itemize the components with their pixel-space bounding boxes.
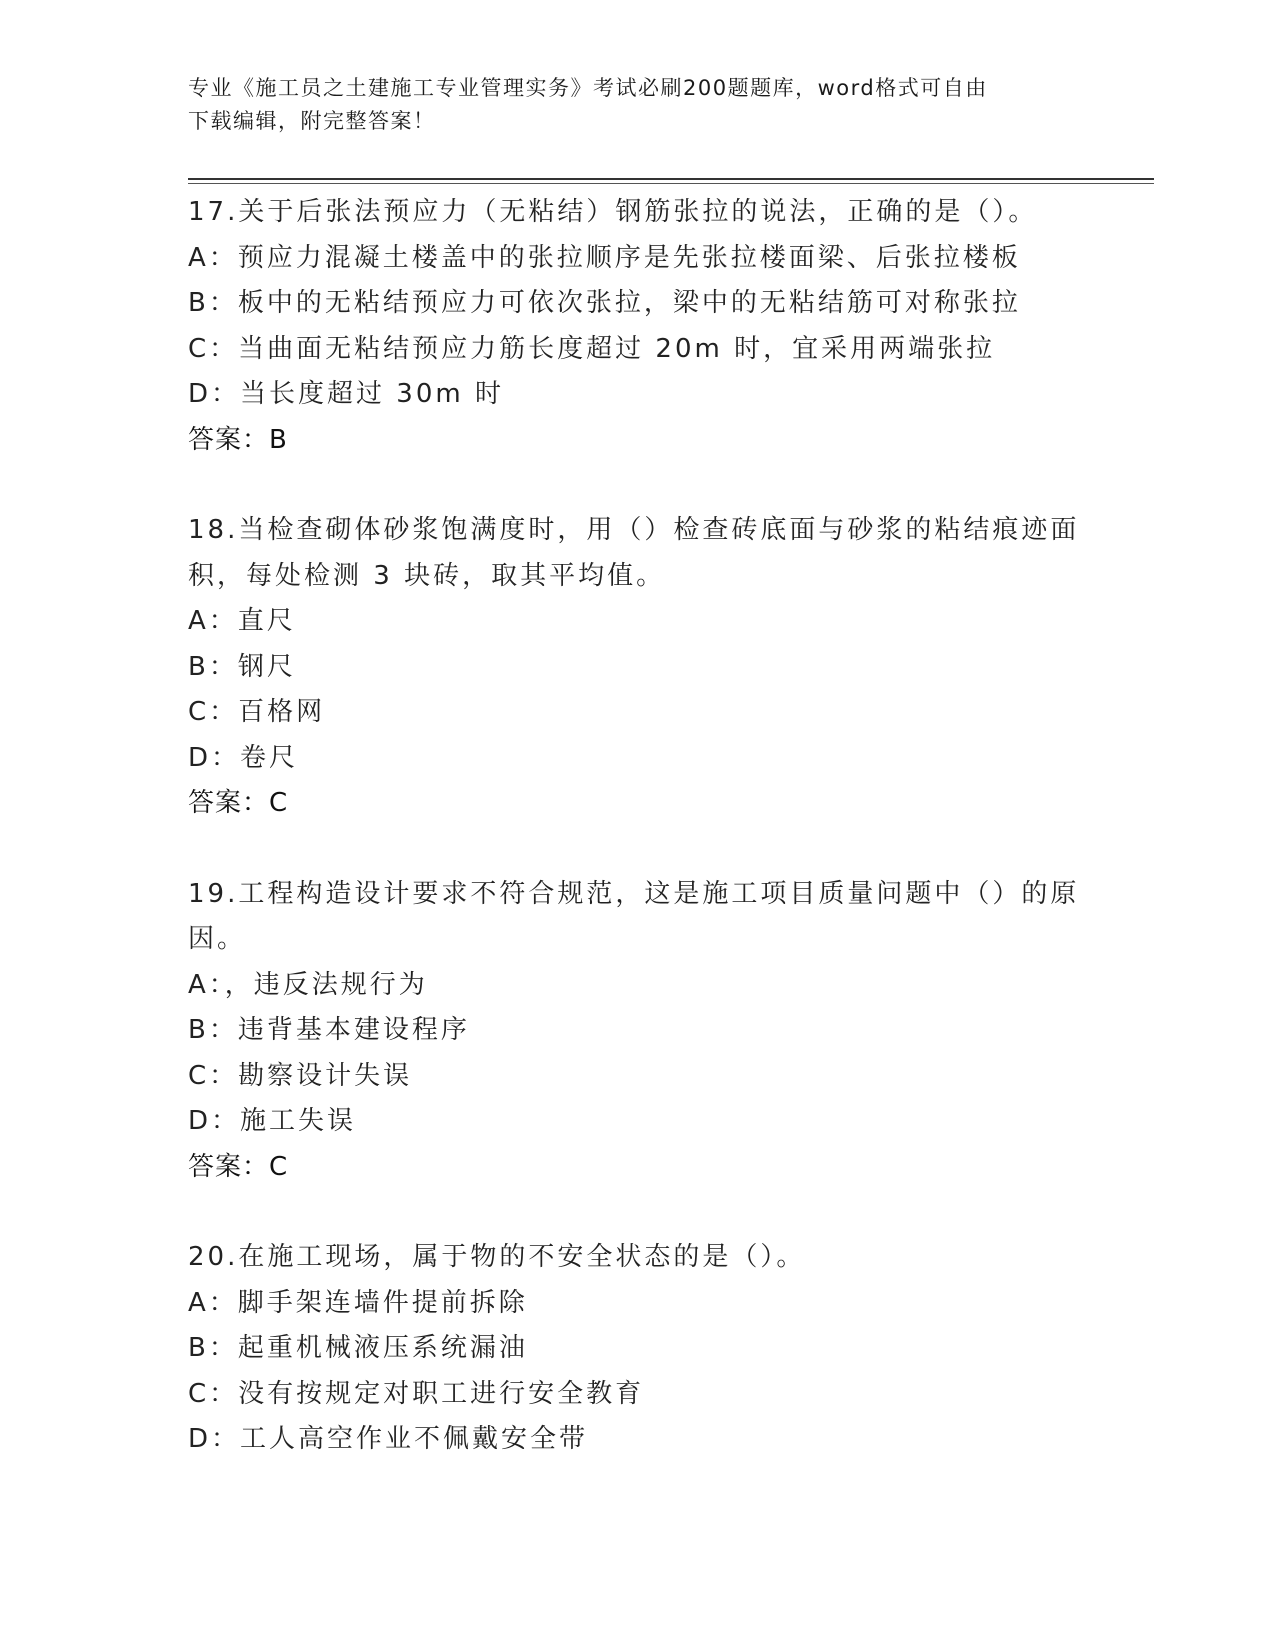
option-a: A：脚手架连墙件提前拆除 (188, 1287, 528, 1318)
option-d: D：工人高空作业不佩戴安全带 (188, 1424, 589, 1454)
header-divider-thin (188, 183, 1154, 184)
question-stem: 18.当检查砌体砂浆饱满度时，用（）检查砖底面与砂浆的粘结痕迹面 (188, 515, 1080, 545)
option-d: D：当长度超过 30m 时 (188, 379, 504, 409)
header-line-1: 专业《施工员之土建施工专业管理实务》考试必刷200题题库，word格式可自由 (188, 76, 988, 100)
question-18 (188, 508, 1088, 827)
option-c: C：勘察设计失误 (188, 1060, 413, 1091)
option-d: D：施工失误 (188, 1106, 357, 1136)
question-stem-continued: 因。 (188, 924, 247, 954)
option-c: C：没有按规定对职工进行安全教育 (188, 1378, 645, 1409)
option-d: D：卷尺 (188, 742, 299, 773)
question-stem: 17.关于后张法预应力（无粘结）钢筋张拉的说法，正确的是（）。 (188, 197, 1038, 227)
question-17 (188, 190, 1088, 463)
header-divider-thick (188, 178, 1154, 180)
answer-line: 答案：C (188, 788, 289, 818)
option-c: C：当曲面无粘结预应力筋长度超过 20m 时，宜采用两端张拉 (188, 333, 996, 364)
question-stem: 20.在施工现场，属于物的不安全状态的是（）。 (188, 1242, 806, 1272)
option-c: C：百格网 (188, 697, 326, 727)
question-list (188, 190, 1088, 1508)
question-20 (188, 1235, 1088, 1463)
option-b: B：起重机械液压系统漏油 (188, 1333, 528, 1363)
option-b: B：板中的无粘结预应力可依次张拉，梁中的无粘结筋可对称张拉 (188, 288, 1021, 318)
option-a: A：直尺 (188, 606, 296, 636)
option-a: A：预应力混凝土楼盖中的张拉顺序是先张拉楼面梁、后张拉楼板 (188, 242, 1021, 273)
document-header (188, 72, 1088, 138)
answer-line: 答案：C (188, 1151, 289, 1182)
option-b: B：违背基本建设程序 (188, 1015, 470, 1045)
header-line-2: 下载编辑，附完整答案！ (188, 109, 436, 133)
answer-line: 答案：B (188, 424, 288, 455)
question-stem-continued: 积，每处检测 3 块砖，取其平均值。 (188, 560, 666, 591)
option-b: B：钢尺 (188, 651, 296, 682)
question-19 (188, 872, 1088, 1191)
question-stem: 19.工程构造设计要求不符合规范，这是施工项目质量问题中（）的原 (188, 878, 1080, 909)
option-a: A：，违反法规行为 (188, 969, 428, 1000)
